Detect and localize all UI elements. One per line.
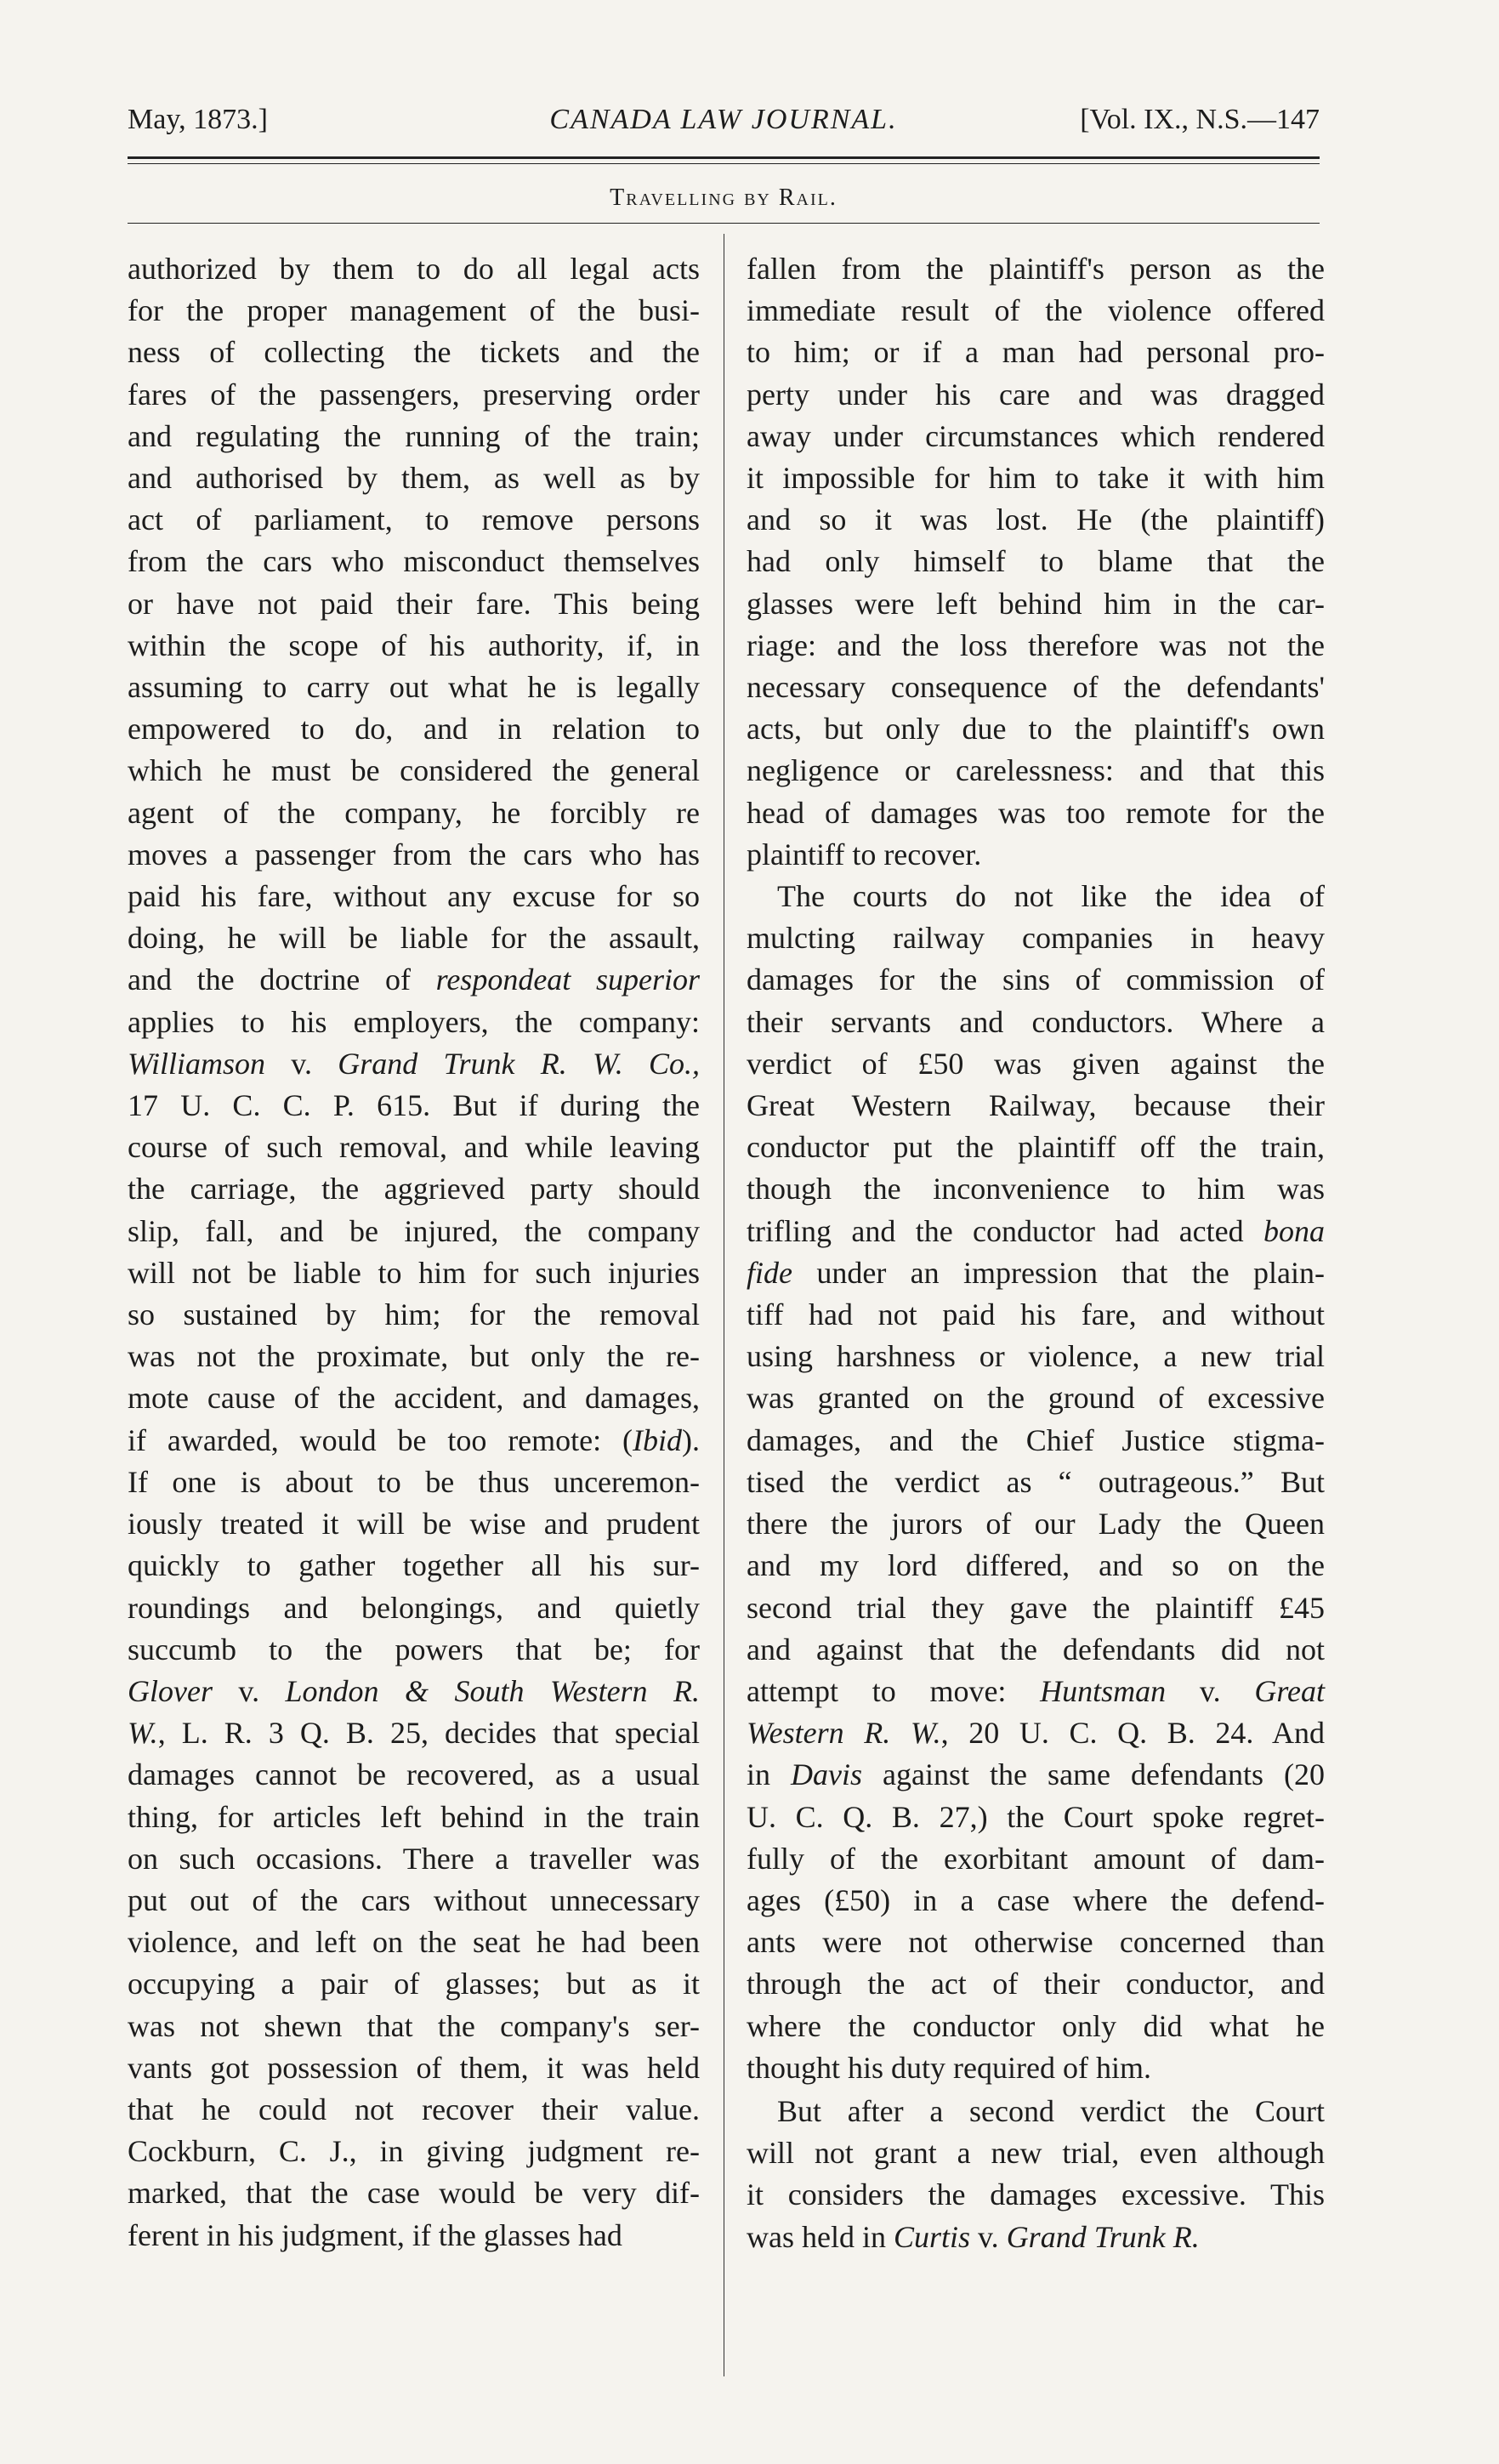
italic-span: Grand Trunk R.: [1006, 2219, 1200, 2254]
text-span: and against that the defendants did not: [747, 1632, 1325, 1666]
text-span: roundings and belongings, and quietly: [128, 1590, 700, 1625]
text-line: [128, 876, 700, 917]
text-line: [747, 1754, 1325, 1796]
text-span: mote cause of the accident, and damages,: [128, 1381, 700, 1416]
text-line: [128, 583, 700, 625]
text-line: [128, 2172, 700, 2214]
text-span: plaintiff to recover.: [747, 837, 982, 871]
italic-span: Great: [1254, 1673, 1325, 1708]
text-span: will not grant a new trial, even although: [747, 2136, 1325, 2171]
italic-span: Huntsman: [1040, 1673, 1167, 1708]
text-line: [747, 374, 1325, 416]
text-span: fully of the exorbitant amount of dam-: [747, 1841, 1325, 1876]
text-span: which he must be considered the general: [128, 753, 700, 788]
text-line: [128, 499, 700, 541]
text-line: [128, 1336, 700, 1377]
text-line: [747, 1294, 1325, 1336]
italic-span: Grand Trunk R. W. Co.,: [338, 1046, 701, 1081]
text-line: [747, 1420, 1325, 1462]
text-line: [128, 917, 700, 959]
text-line: [747, 2132, 1325, 2174]
text-span: damages cannot be recovered, as a usual: [128, 1757, 700, 1792]
volume-page-number: [Vol. IX., N.S.—147: [1080, 104, 1320, 135]
text-span: , 20 U. C. Q. B. 24. And: [940, 1716, 1325, 1751]
text-span: The courts do not like the idea of: [777, 879, 1325, 914]
text-span: where the conductor only did what he: [747, 2008, 1325, 2043]
text-span: ).: [682, 1422, 700, 1457]
text-line: [128, 1127, 700, 1168]
text-line: [128, 834, 700, 876]
text-span: to him; or if a man had personal pro-: [747, 335, 1325, 370]
text-line: [747, 625, 1325, 667]
text-span: thought his duty required of him.: [747, 2050, 1151, 2085]
text-line: [747, 583, 1325, 625]
text-line: [747, 1545, 1325, 1587]
text-line: [747, 332, 1325, 373]
text-line: [128, 1671, 700, 1712]
text-line: [128, 1252, 700, 1294]
text-line: [747, 1252, 1325, 1294]
text-line: [128, 332, 700, 373]
text-line: [747, 1168, 1325, 1210]
text-span: head of damages was too remote for the: [747, 795, 1325, 830]
text-line: [128, 2089, 700, 2131]
italic-span: Ibid: [633, 1422, 682, 1457]
text-span: tised the verdict as “ outrageous.” But: [747, 1464, 1325, 1499]
italic-span: respondeat superior: [435, 962, 700, 997]
text-span: and regulating the running of the train;: [128, 418, 700, 453]
text-line: [747, 1838, 1325, 1880]
text-line: [747, 290, 1325, 332]
italic-span: Glover: [128, 1673, 213, 1708]
text-span: second trial they gave the plaintiff £45: [747, 1590, 1325, 1625]
text-line: [128, 541, 700, 582]
text-line: [128, 1168, 700, 1210]
text-line: [747, 708, 1325, 750]
text-line: [128, 1002, 700, 1043]
text-span: verdict of £50 was given against the: [747, 1046, 1325, 1081]
text-line: [747, 1043, 1325, 1085]
text-span: v.: [212, 1673, 286, 1708]
text-span: if awarded, would be too remote: (: [128, 1422, 633, 1457]
text-span: doing, he will be liable for the assault,: [128, 921, 700, 956]
text-line: [128, 667, 700, 708]
text-span: If one is about to be thus unceremon-: [128, 1464, 700, 1499]
text-line: [747, 1085, 1325, 1127]
text-span: Great Western Railway, because their: [747, 1088, 1325, 1123]
text-line: [747, 1922, 1325, 1963]
text-line: [128, 1085, 700, 1127]
text-span: put out of the cars without unnecessary: [128, 1882, 700, 1917]
text-span: necessary consequence of the defendants': [747, 670, 1325, 705]
text-line: [747, 1880, 1325, 1922]
text-span: applies to his employers, the company:: [128, 1004, 700, 1039]
text-span: through the act of their conductor, and: [747, 1967, 1325, 2001]
text-line: [128, 1211, 700, 1252]
text-span: the carriage, the aggrieved party should: [128, 1172, 700, 1206]
text-line: [128, 1629, 700, 1671]
text-line: [747, 1712, 1325, 1754]
text-line: [747, 667, 1325, 708]
text-line: [128, 1587, 700, 1629]
left-column: [128, 248, 700, 2257]
text-span: But after a second verdict the Court: [777, 2093, 1325, 2128]
text-span: away under circumstances which rendered: [747, 418, 1325, 453]
text-span: on such occasions. There a traveller was: [128, 1841, 700, 1876]
text-line: [747, 792, 1325, 834]
text-span: and so it was lost. He (the plaintiff): [747, 502, 1325, 537]
text-line: [128, 1462, 700, 1503]
text-line: [747, 499, 1325, 541]
text-span: damages for the sins of commission of: [747, 962, 1325, 997]
text-line: [747, 2006, 1325, 2047]
text-span: will not be liable to him for such injuries: [128, 1255, 700, 1290]
italic-span: fide: [747, 1255, 792, 1290]
text-span: ages (£50) in a case where the defend-: [747, 1882, 1325, 1917]
text-span: so sustained by him; for the removal: [128, 1297, 700, 1332]
text-line: [128, 2006, 700, 2047]
text-line: [128, 1377, 700, 1419]
text-span: fares of the passengers, preserving order: [128, 377, 700, 412]
text-span: glasses were left behind him in the car-: [747, 586, 1325, 621]
text-line: [128, 290, 700, 332]
text-line: [747, 2174, 1325, 2216]
text-span: moves a passenger from the cars who has: [128, 837, 700, 871]
text-line: [128, 1503, 700, 1545]
text-span: riage: and the loss therefore was not the: [747, 627, 1325, 662]
text-line: [747, 1503, 1325, 1545]
text-line: [747, 1797, 1325, 1838]
text-line: [128, 1963, 700, 2005]
text-line: [747, 1462, 1325, 1503]
text-line: [747, 1377, 1325, 1419]
header-rule-thin: [128, 163, 1320, 164]
text-line: [747, 1629, 1325, 1671]
text-span: had only himself to blame that the: [747, 544, 1325, 579]
text-span: and authorised by them, as well as by: [128, 461, 700, 496]
italic-span: bona: [1263, 1213, 1325, 1248]
text-span: ants were not otherwise concerned than: [747, 1925, 1325, 1960]
text-span: within the scope of his authority, if, in: [128, 627, 700, 662]
text-span: from the cars who misconduct themselves: [128, 544, 700, 579]
text-span: ferent in his judgment, if the glasses had: [128, 2217, 622, 2252]
text-line: [747, 1963, 1325, 2005]
text-span: for the proper management of the busi-: [128, 293, 700, 328]
text-line: [747, 876, 1325, 917]
text-line: [747, 959, 1325, 1001]
text-span: empowered to do, and in relation to: [128, 712, 700, 747]
text-span: was held in: [747, 2219, 894, 2254]
text-span: and the doctrine of: [128, 962, 436, 997]
text-span: act of parliament, to remove persons: [128, 502, 700, 537]
italic-span: Curtis: [893, 2219, 971, 2254]
text-span: there the jurors of our Lady the Queen: [747, 1507, 1325, 1541]
text-span: Cockburn, C. J., in giving judgment re-: [128, 2134, 700, 2169]
text-line: [128, 792, 700, 834]
right-column: [747, 248, 1325, 2258]
text-line: [128, 750, 700, 792]
italic-span: Williamson: [128, 1046, 266, 1081]
text-line: [747, 1336, 1325, 1377]
text-line: [128, 1545, 700, 1587]
text-span: trifling and the conductor had acted: [747, 1213, 1263, 1248]
text-line: [128, 416, 700, 457]
text-line: [128, 1797, 700, 1838]
text-line: [747, 2217, 1325, 2258]
italic-span: Davis: [791, 1757, 863, 1792]
text-line: [747, 750, 1325, 792]
text-span: v.: [265, 1046, 338, 1081]
text-span: marked, that the case would be very dif-: [128, 2176, 700, 2211]
text-span: and my lord differed, and so on the: [747, 1548, 1325, 1583]
text-line: [128, 959, 700, 1001]
text-span: iously treated it will be wise and prudent: [128, 1507, 700, 1541]
text-span: it considers the damages excessive. This: [747, 2177, 1325, 2212]
text-span: quickly to gather together all his sur-: [128, 1548, 700, 1583]
text-span: ness of collecting the tickets and the: [128, 335, 700, 370]
text-line: [747, 416, 1325, 457]
running-head-rule: [128, 223, 1320, 224]
text-line: [128, 625, 700, 667]
text-line: [747, 1211, 1325, 1252]
text-span: was not the proximate, but only the re-: [128, 1339, 700, 1374]
text-span: v.: [970, 2219, 1007, 2254]
text-span: violence, and left on the seat he had been: [128, 1925, 700, 1960]
page-header: [128, 104, 1320, 151]
text-span: assuming to carry out what he is legally: [128, 670, 700, 705]
text-span: damages, and the Chief Justice stigma-: [747, 1422, 1325, 1457]
text-line: [128, 457, 700, 499]
text-span: that he could not recover their value.: [128, 2092, 700, 2126]
text-span: negligence or carelessness: and that this: [747, 753, 1325, 788]
text-line: [128, 1754, 700, 1796]
text-line: [128, 1880, 700, 1922]
text-span: succumb to the powers that be; for: [128, 1632, 700, 1666]
text-span: was granted on the ground of excessive: [747, 1381, 1325, 1416]
text-line: [128, 1922, 700, 1963]
text-span: authorized by them to do all legal acts: [128, 252, 700, 286]
text-span: slip, fall, and be injured, the company: [128, 1213, 700, 1248]
text-line: [747, 1587, 1325, 1629]
issue-date: May, 1873.]: [128, 104, 268, 135]
text-line: [747, 1671, 1325, 1712]
text-line: [128, 1043, 700, 1085]
text-span: in: [747, 1757, 792, 1792]
text-span: conductor put the plaintiff off the train,: [747, 1130, 1325, 1165]
text-span: v.: [1166, 1673, 1255, 1708]
text-line: [747, 917, 1325, 959]
text-span: using harshness or violence, a new trial: [747, 1339, 1325, 1374]
text-span: 17 U. C. C. P. 615. But if during the: [128, 1088, 700, 1123]
text-span: thing, for articles left behind in the train: [128, 1799, 700, 1834]
text-line: [128, 1420, 700, 1462]
header-rule-thick: [128, 156, 1320, 159]
text-span: though the inconvenience to him was: [747, 1172, 1325, 1206]
text-line: [128, 248, 700, 290]
text-line: [747, 1127, 1325, 1168]
text-span: tiff had not paid his fare, and without: [747, 1297, 1325, 1332]
italic-span: London & South Western R.: [285, 1673, 700, 1708]
text-span: acts, but only due to the plaintiff's own: [747, 712, 1325, 747]
text-line: [128, 374, 700, 416]
text-span: attempt to move:: [747, 1673, 1041, 1708]
text-span: their servants and conductors. Where a: [747, 1004, 1325, 1039]
text-line: [747, 2091, 1325, 2132]
text-span: immediate result of the violence offered: [747, 293, 1325, 328]
text-span: course of such removal, and while leaving: [128, 1130, 700, 1165]
text-span: , L. R. 3 Q. B. 25, decides that special: [157, 1716, 700, 1751]
text-span: paid his fare, without any excuse for so: [128, 879, 700, 914]
text-span: it impossible for him to take it with him: [747, 461, 1325, 496]
running-head: Travelling by Rail.: [610, 185, 838, 211]
text-span: agent of the company, he forcibly re: [128, 795, 700, 830]
text-span: mulcting railway companies in heavy: [747, 921, 1325, 956]
text-line: [128, 1294, 700, 1336]
text-line: [747, 2047, 1325, 2089]
text-span: occupying a pair of glasses; but as it: [128, 1967, 700, 2001]
text-span: under an impression that the plain-: [792, 1255, 1325, 1290]
text-span: against the same defendants (20: [862, 1757, 1325, 1792]
italic-span: W.: [128, 1716, 158, 1751]
text-span: vants got possession of them, it was held: [128, 2050, 700, 2085]
text-line: [128, 708, 700, 750]
text-span: perty under his care and was dragged: [747, 377, 1325, 412]
text-span: or have not paid their fare. This being: [128, 586, 700, 621]
text-line: [747, 248, 1325, 290]
text-line: [747, 834, 1325, 876]
journal-title: CANADA LAW JOURNAL.: [549, 104, 898, 135]
text-span: U. C. Q. B. 27,) the Court spoke regret-: [747, 1799, 1325, 1834]
text-line: [747, 457, 1325, 499]
text-line: [128, 2215, 700, 2257]
text-line: [128, 1712, 700, 1754]
text-line: [128, 2047, 700, 2089]
text-line: [747, 541, 1325, 582]
text-line: [128, 2131, 700, 2172]
text-span: fallen from the plaintiff's person as the: [747, 252, 1325, 286]
text-line: [128, 1838, 700, 1880]
text-line: [747, 1002, 1325, 1043]
text-span: was not shewn that the company's ser-: [128, 2008, 700, 2043]
italic-span: Western R. W.: [747, 1716, 941, 1751]
